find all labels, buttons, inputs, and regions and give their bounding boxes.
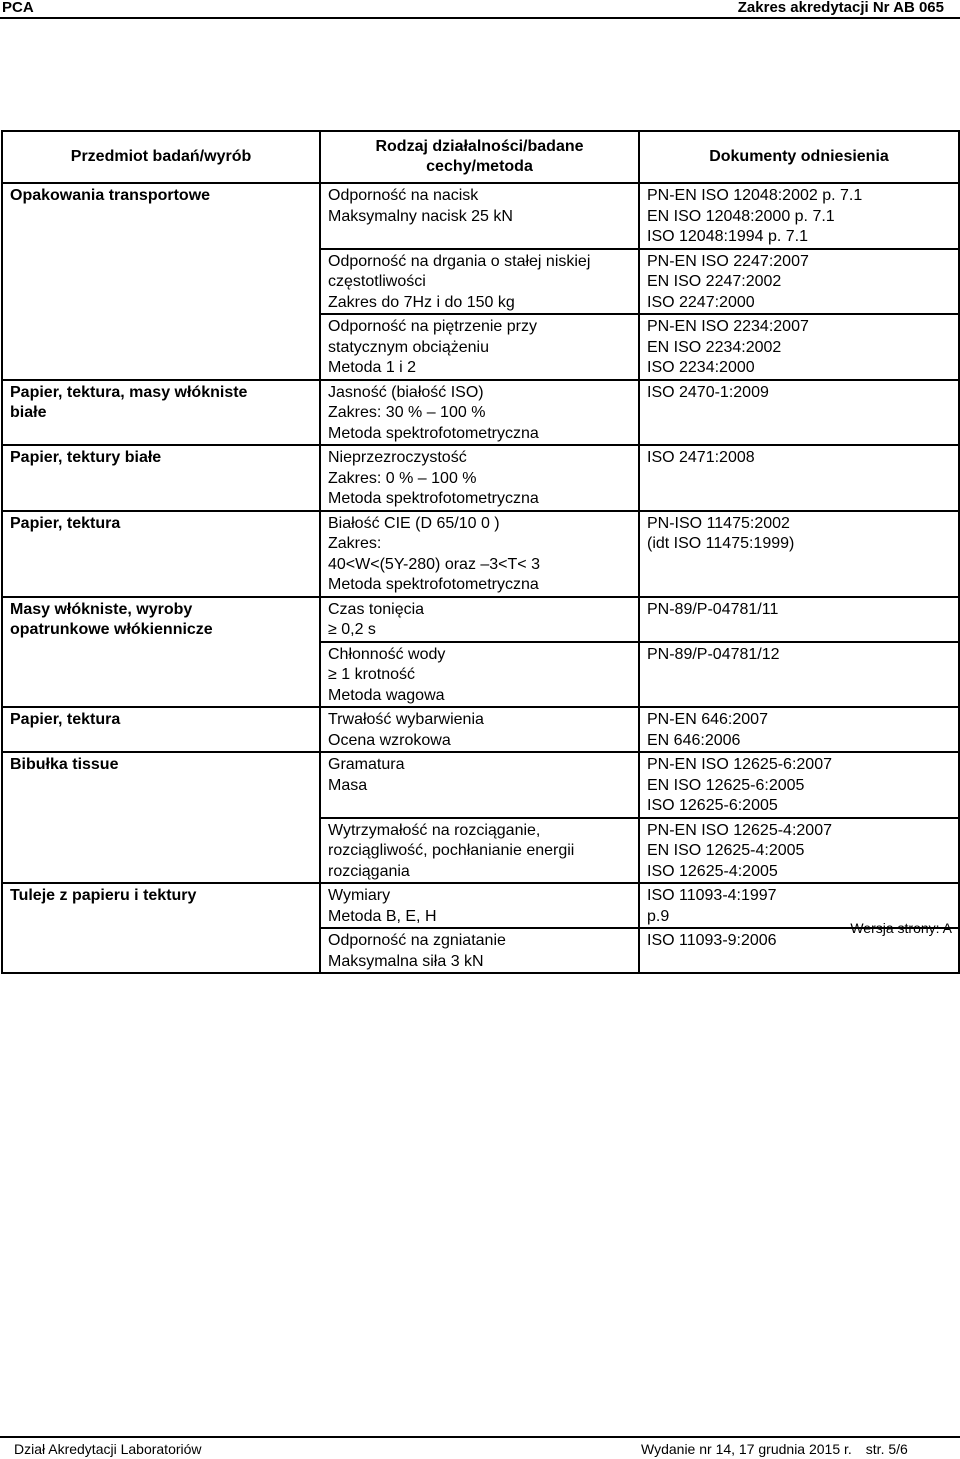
documents-cell (639, 752, 959, 818)
method-text: Maksymalna siła 3 kN (328, 952, 484, 970)
method-text: Nieprzezroczystość (328, 449, 467, 466)
document-reference: EN ISO 12048:2000 p. 7.1 (647, 207, 835, 225)
method-text (328, 796, 631, 817)
header-scope-title: Zakres akredytacji Nr AB 065 (737, 0, 944, 16)
document-reference: ISO 2470-1:2009 (647, 383, 769, 401)
table-header-row (2, 131, 959, 183)
footer-department: Dział Akredytacji Laboratoriów (14, 1441, 202, 1457)
method-text: Masa (328, 776, 368, 794)
method-cell (320, 928, 639, 973)
method-text: Trwałość wybarwienia (328, 711, 484, 728)
subject-cell (2, 752, 320, 883)
document-reference: ISO 12625-6:2005 (647, 797, 778, 814)
method-cell (320, 380, 639, 446)
method-text: Wytrzymałość na rozciąganie, (328, 821, 541, 839)
documents-cell (639, 183, 959, 249)
subject-text: Masy włókniste, wyroby (10, 600, 193, 618)
method-text: ≥ 0,2 s (328, 621, 376, 638)
document-reference: p.9 (647, 907, 670, 925)
table-row (2, 445, 959, 511)
table-row (2, 597, 959, 642)
method-cell (320, 707, 639, 752)
method-text: Metoda 1 i 2 (328, 359, 417, 376)
document-reference: PN-EN ISO 2247:2007 (647, 252, 809, 270)
subject-cell (2, 445, 320, 511)
method-text: Odporność na piętrzenie przy (328, 318, 537, 335)
document-reference: PN-89/P-04781/12 (647, 645, 780, 663)
method-text: Jasność (białość ISO) (328, 383, 484, 401)
method-text: Wymiary (328, 887, 391, 904)
subject-text: białe (10, 404, 47, 421)
method-cell (320, 511, 639, 597)
document-reference: ISO 11093-9:2006 (647, 932, 777, 949)
method-cell (320, 597, 639, 642)
method-text: Odporność na drgania o stałej niskiej (328, 252, 591, 270)
document-reference: PN-ISO 11475:2002 (647, 514, 790, 532)
document-reference: ISO 12048:1994 p. 7.1 (647, 228, 809, 245)
documents-cell (639, 642, 959, 708)
method-text: Zakres: 30 % – 100 % (328, 404, 486, 421)
document-reference: EN ISO 2247:2002 (647, 273, 782, 290)
method-cell (320, 752, 639, 818)
footer-divider (0, 1436, 960, 1438)
document-reference: ISO 2471:2008 (647, 449, 755, 466)
subject-text: Papier, tektura (10, 514, 121, 532)
method-text: Metoda spektrofotometryczna (328, 576, 539, 593)
method-text: Białość CIE (D 65/10 0 ) (328, 514, 500, 532)
method-text: Chłonność wody (328, 645, 446, 663)
document-reference: EN ISO 12625-6:2005 (647, 776, 805, 794)
document-reference: EN 646:2006 (647, 731, 741, 749)
method-text: ≥ 1 krotność (328, 666, 416, 683)
document-reference: ISO 12625-4:2005 (647, 862, 778, 880)
header-divider (0, 17, 960, 19)
document-reference: PN-89/P-04781/11 (647, 600, 779, 618)
method-cell (320, 883, 639, 928)
page-version: Wersja strony: A (850, 920, 952, 936)
method-text: Zakres do 7Hz i do 150 kg (328, 293, 515, 311)
table-row (2, 752, 959, 818)
document-reference: ISO 2234:2000 (647, 359, 755, 376)
method-cell (320, 249, 639, 315)
document-reference: PN-EN 646:2007 (647, 711, 768, 728)
method-text: Czas tonięcia (328, 600, 425, 618)
column-header-subject: Przedmiot badań/wyrób (2, 131, 320, 183)
documents-cell (639, 707, 959, 752)
document-reference: EN ISO 12625-4:2005 (647, 842, 805, 859)
table-body (2, 183, 959, 973)
subject-text: Papier, tektura (10, 711, 121, 728)
method-text: Metoda spektrofotometryczna (328, 424, 539, 442)
document-reference: EN ISO 2234:2002 (647, 338, 782, 356)
subject-text: Opakowania transportowe (10, 187, 211, 204)
method-text: częstotliwości (328, 273, 426, 290)
method-text: Zakres: (328, 535, 382, 552)
table-row (2, 183, 959, 249)
table-row (2, 380, 959, 446)
method-text: Metoda wagowa (328, 686, 445, 704)
method-cell (320, 314, 639, 380)
document-reference: ISO 11093-4:1997 (647, 887, 777, 904)
subject-cell (2, 183, 320, 380)
method-text: rozciągania (328, 862, 410, 880)
method-text: 40<W<(5Y-280) oraz –3<T< 3 (328, 555, 540, 573)
method-text: Metoda B, E, H (328, 907, 437, 925)
header-org: PCA (2, 0, 34, 16)
documents-cell (639, 818, 959, 884)
documents-cell (639, 380, 959, 446)
subject-text: Papier, tektury białe (10, 449, 162, 466)
method-text: statycznym obciążeniu (328, 338, 489, 356)
document-reference: PN-EN ISO 12048:2002 p. 7.1 (647, 187, 863, 204)
accreditation-scope-table (1, 130, 960, 974)
method-text: Gramatura (328, 756, 405, 773)
documents-cell (639, 597, 959, 642)
subject-text: Bibułka tissue (10, 756, 119, 773)
subject-cell (2, 380, 320, 446)
method-cell (320, 183, 639, 249)
column-header-documents: Dokumenty odniesienia (639, 131, 959, 183)
method-cell (320, 818, 639, 884)
subject-text: Papier, tektura, masy włókniste (10, 383, 248, 401)
document-reference: PN-EN ISO 12625-6:2007 (647, 756, 832, 773)
document-reference: (idt ISO 11475:1999) (647, 535, 795, 552)
document-reference: ISO 2247:2000 (647, 293, 755, 311)
documents-cell (639, 445, 959, 511)
method-text: Maksymalny nacisk 25 kN (328, 207, 513, 225)
document-reference: PN-EN ISO 2234:2007 (647, 318, 809, 335)
method-cell (320, 445, 639, 511)
page-header (0, 0, 960, 18)
table-row (2, 707, 959, 752)
documents-cell (639, 249, 959, 315)
footer-page-number: str. 5/6 (865, 1441, 908, 1457)
method-text: Odporność na zgniatanie (328, 932, 506, 949)
subject-text: Tuleje z papieru i tektury (10, 887, 197, 904)
column-header-method: Rodzaj działalności/badane cechy/metoda (320, 131, 639, 183)
documents-cell (639, 314, 959, 380)
document-reference: PN-EN ISO 12625-4:2007 (647, 821, 832, 839)
footer-edition-text: Wydanie nr 14, 17 grudnia 2015 r. (641, 1441, 852, 1457)
footer-edition (641, 1441, 908, 1457)
subject-cell (2, 707, 320, 752)
method-text: Metoda spektrofotometryczna (328, 490, 539, 507)
method-cell (320, 642, 639, 708)
documents-cell (639, 511, 959, 597)
subject-cell (2, 883, 320, 973)
method-text: rozciągliwość, pochłanianie energii (328, 842, 575, 859)
method-text: Odporność na nacisk (328, 187, 479, 204)
method-text: Ocena wzrokowa (328, 731, 451, 749)
method-text: Zakres: 0 % – 100 % (328, 469, 477, 487)
subject-text: opatrunkowe włókiennicze (10, 621, 213, 638)
table-row (2, 883, 959, 928)
subject-cell (2, 597, 320, 708)
subject-cell (2, 511, 320, 597)
table-row (2, 511, 959, 597)
